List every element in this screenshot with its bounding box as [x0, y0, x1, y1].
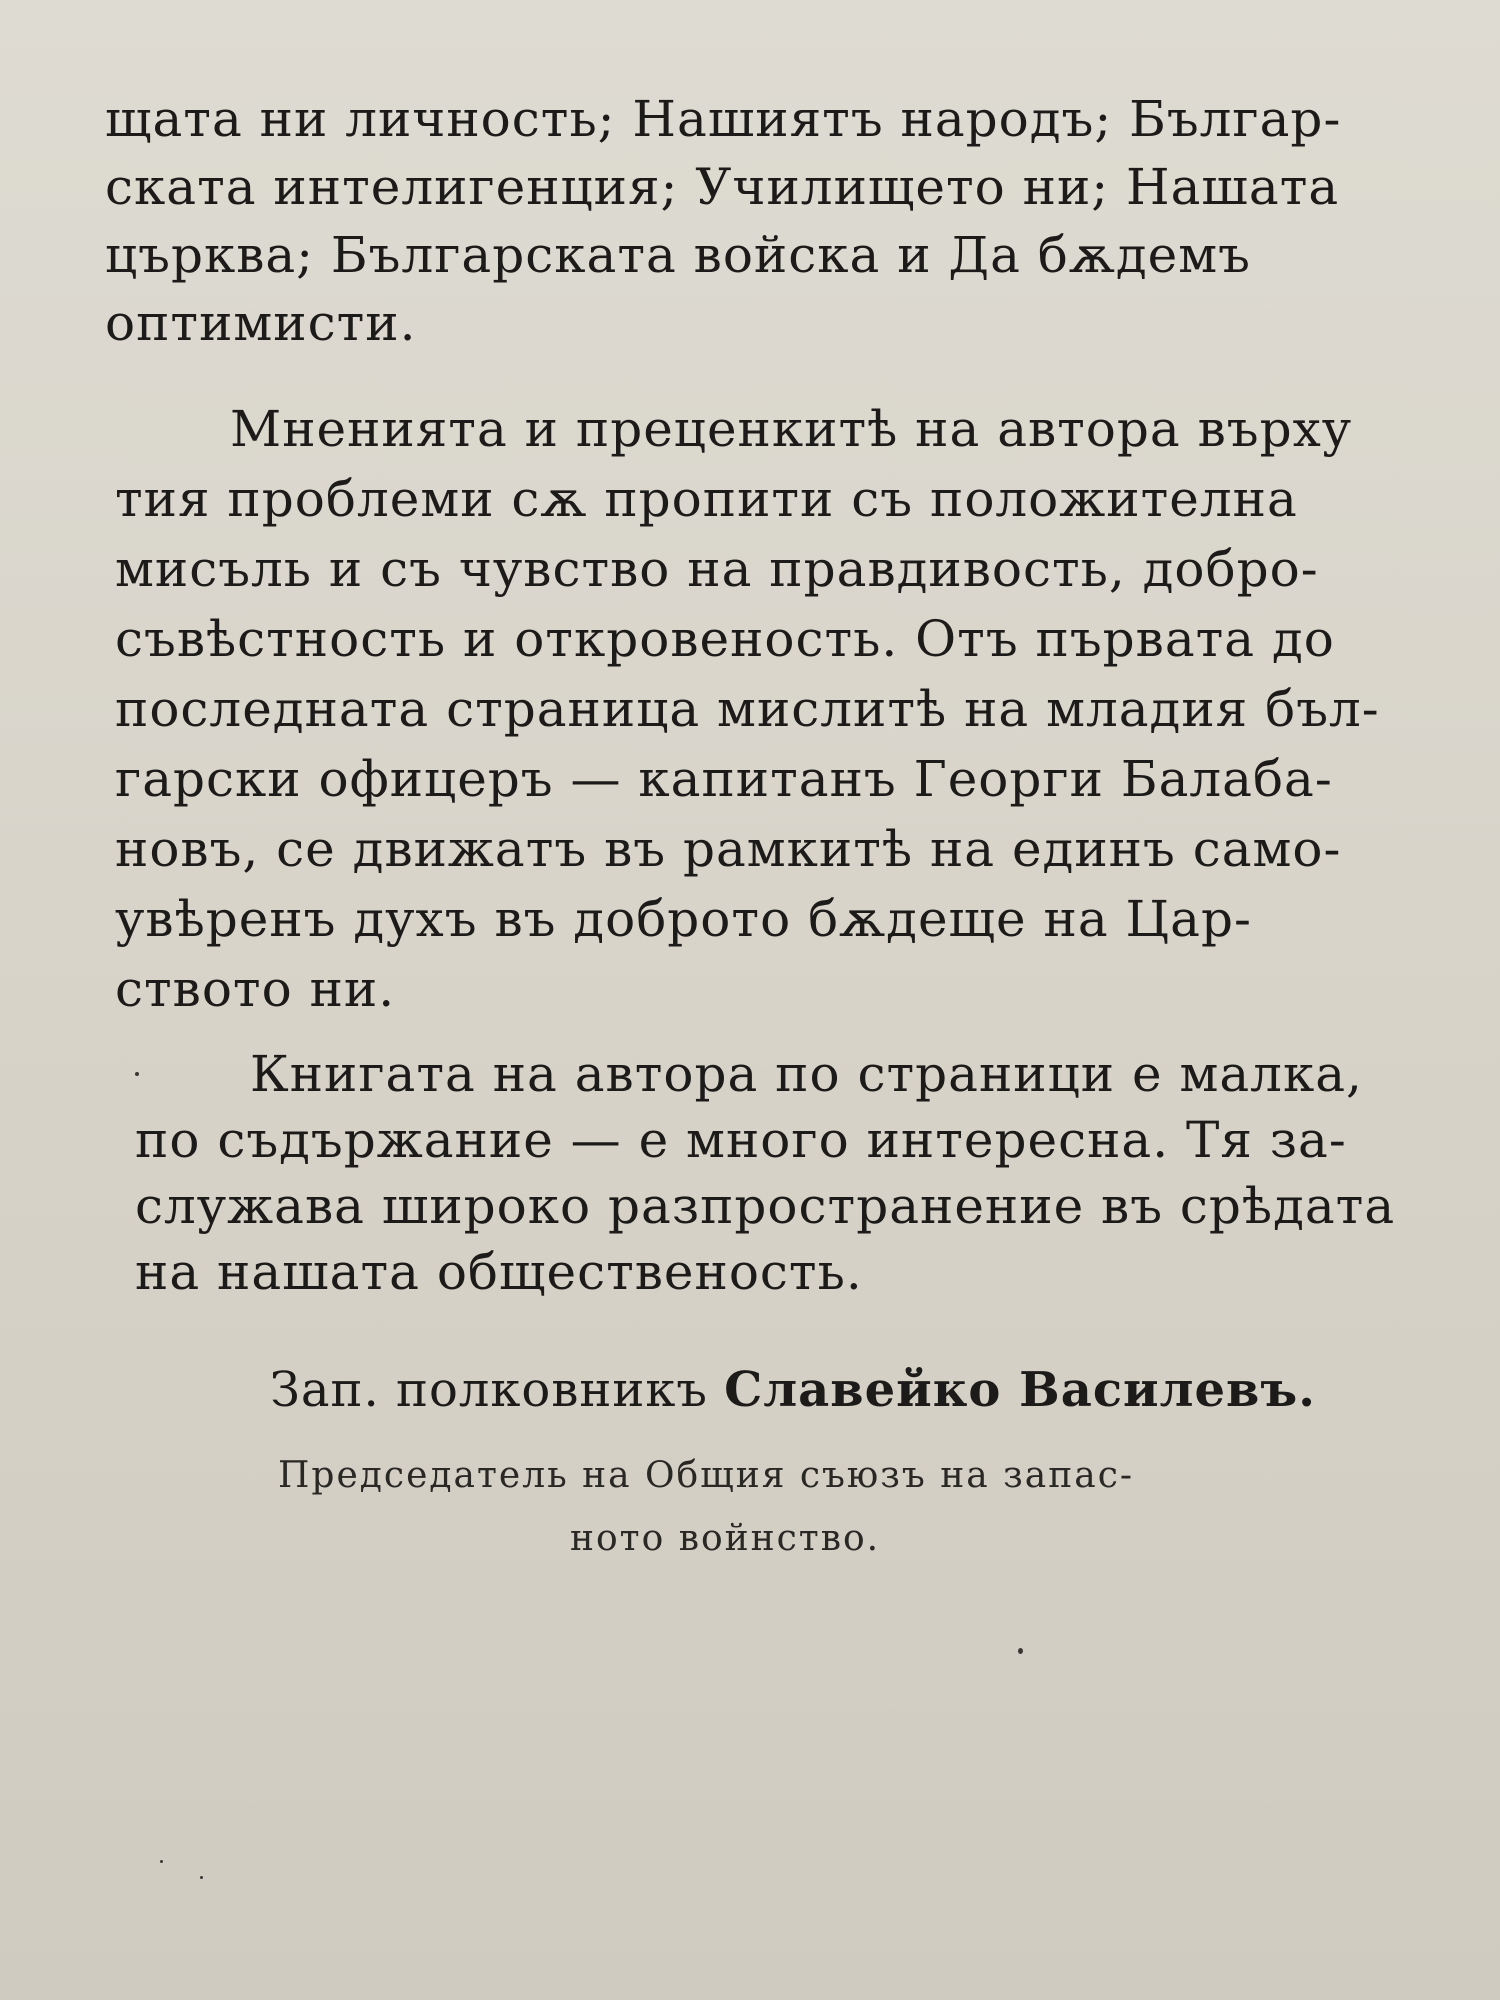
text-line: ството ни. [115, 960, 396, 1018]
text-line: Мненията и преценкитѣ на автора върху [230, 400, 1353, 458]
text-line: църква; Българската войска и Да бѫдемъ [105, 226, 1251, 284]
text-line: служава широко разпространение въ срѣдата [135, 1177, 1396, 1235]
signature-rank: Зап. полковникъ [270, 1362, 725, 1418]
text-line: Книгата на автора по страници е малка, [250, 1045, 1363, 1103]
signature-title-line-1: Председатель на Общия съюзъ на запас- [278, 1455, 1135, 1496]
text-line: увѣренъ духъ въ доброто бѫдеще на Цар- [115, 890, 1252, 948]
text-line: последната страница мислитѣ на младия бъл- [115, 680, 1380, 738]
ink-speck [200, 1876, 203, 1879]
text-line: гарски офицеръ — капитанъ Георги Балаба- [115, 750, 1333, 808]
text-line: новъ, се движатъ въ рамкитѣ на единъ само- [115, 820, 1342, 878]
text-line: мисъль и съ чувство на правдивость, добро- [115, 540, 1319, 598]
text-line: по съдържание — е много интересна. Тя за- [135, 1111, 1347, 1169]
ink-speck [1018, 1648, 1023, 1654]
signature-line [270, 1362, 1316, 1418]
text-line: на нашата общественость. [135, 1243, 863, 1301]
ink-speck [135, 1072, 139, 1076]
signature-title-line-2: ното войнство. [570, 1518, 881, 1559]
text-line: оптимисти. [105, 294, 417, 352]
ink-speck [160, 1860, 163, 1863]
signature-name: Славейко Василевъ. [724, 1362, 1316, 1418]
text-line: ската интелигенция; Училището ни; Нашата [105, 158, 1340, 216]
text-line: съвѣстность и откровеность. Отъ първата до [115, 610, 1335, 668]
text-line: щата ни личность; Нашиятъ народъ; Българ- [105, 90, 1342, 148]
text-line: тия проблеми сѫ пропити съ положителна [115, 470, 1298, 528]
